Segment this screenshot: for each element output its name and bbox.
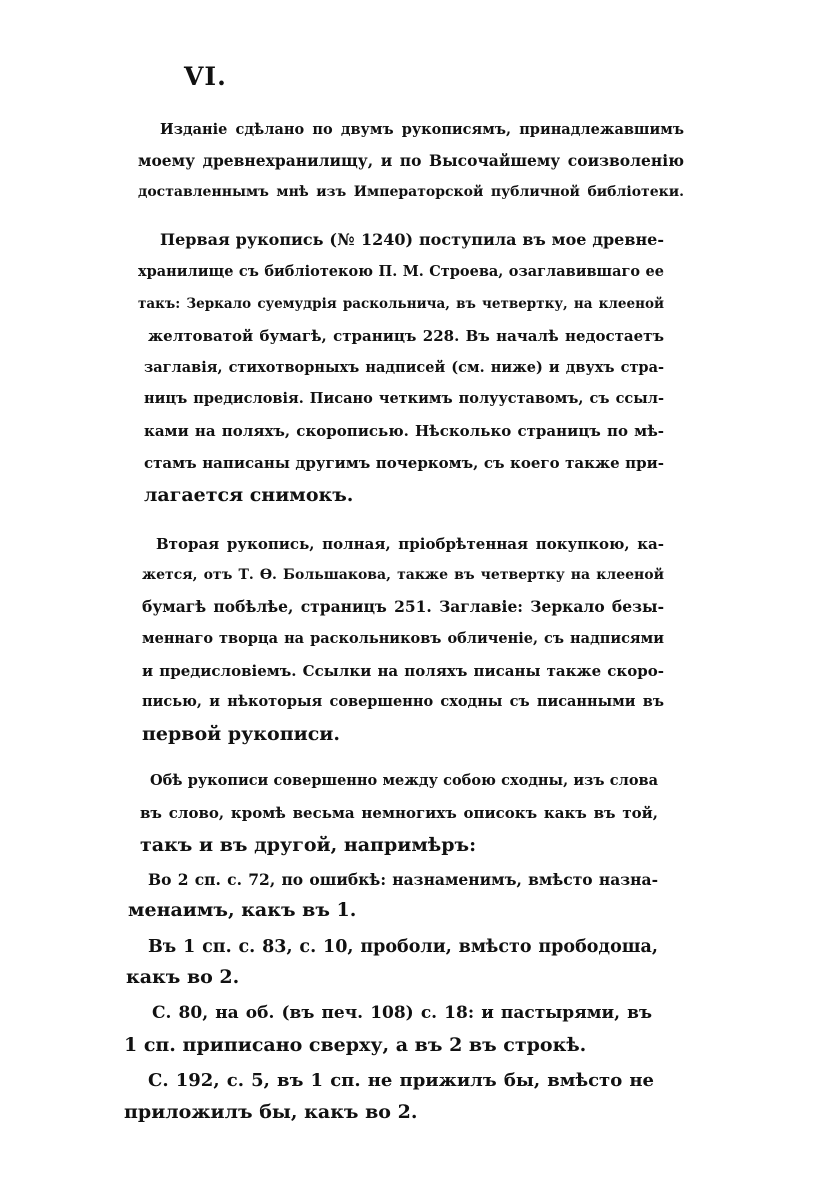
text-line: Обѣ рукописи совершенно между собою сходны, изъ слова bbox=[150, 772, 658, 789]
text-line: какъ во 2. bbox=[126, 966, 240, 988]
text-line: хранилище съ библіотекою П. М. Строева, озаглавившаго ее bbox=[138, 263, 664, 280]
text-line: менаимъ, какъ въ 1. bbox=[128, 899, 357, 921]
text-line: Изданіе сдѣлано по двумъ рукописямъ, принадлежавшимъ bbox=[160, 121, 684, 138]
text-line: лагается снимокъ. bbox=[144, 484, 354, 506]
text-line: ницъ предисловія. Писано четкимъ полууставомъ, съ ссыл- bbox=[144, 390, 664, 407]
text-line: С. 80, на об. (въ печ. 108) с. 18: и пастырями, въ bbox=[152, 1003, 652, 1023]
text-line: Вторая рукопись, полная, пріобрѣтенная покупкою, ка- bbox=[156, 535, 664, 553]
text-line: Въ 1 сп. с. 83, с. 10, проболи, вмѣсто прободоша, bbox=[148, 937, 658, 957]
text-line: такъ и въ другой, напримѣръ: bbox=[140, 834, 477, 856]
text-line: меннаго творца на раскольниковъ обличеніе, съ надписями bbox=[142, 630, 664, 647]
text-line: писью, и нѣкоторыя совершенно сходны съ писанными въ bbox=[142, 693, 664, 710]
text-line: ками на поляхъ, скорописью. Нѣсколько страницъ по мѣ- bbox=[144, 422, 664, 440]
text-line: бумагѣ побѣлѣе, страницъ 251. Заглавіе: Зеркало безы- bbox=[142, 597, 664, 616]
text-line: такъ: Зеркало суемудрія раскольнича, въ четвертку, на клееной bbox=[138, 296, 664, 312]
text-line: доставленнымъ мнѣ изъ Императорской публичной библіотеки. bbox=[138, 184, 684, 200]
section-number: VI. bbox=[184, 62, 227, 91]
text-line: 1 сп. приписано сверху, а въ 2 въ строкѣ. bbox=[124, 1034, 587, 1056]
text-line: и предисловіемъ. Ссылки на поляхъ писаны также скоро- bbox=[142, 662, 664, 680]
text-line: жется, отъ Т. Ѳ. Большакова, также въ четвертку на клееной bbox=[142, 567, 664, 583]
text-line: желтоватой бумагѣ, страницъ 228. Въ началѣ недостаетъ bbox=[148, 327, 664, 345]
text-line: приложилъ бы, какъ во 2. bbox=[124, 1101, 418, 1123]
text-line: стамъ написаны другимъ почеркомъ, съ коего также при- bbox=[144, 454, 664, 472]
text-line: Первая рукопись (№ 1240) поступила въ мое древне- bbox=[160, 230, 664, 249]
text-line: моему древнехранилищу, и по Высочайшему соизволенію bbox=[138, 151, 684, 170]
text-line: заглавія, стихотворныхъ надписей (см. ниже) и двухъ стра- bbox=[144, 359, 664, 376]
text-line: С. 192, с. 5, въ 1 сп. не прижилъ бы, вмѣсто не bbox=[148, 1070, 654, 1091]
text-line: первой рукописи. bbox=[142, 723, 340, 745]
text-line: Во 2 сп. с. 72, по ошибкѣ: назнаменимъ, вмѣсто назна- bbox=[148, 870, 658, 889]
text-line: въ слово, кромѣ весьма немногихъ описокъ какъ въ той, bbox=[140, 804, 658, 822]
